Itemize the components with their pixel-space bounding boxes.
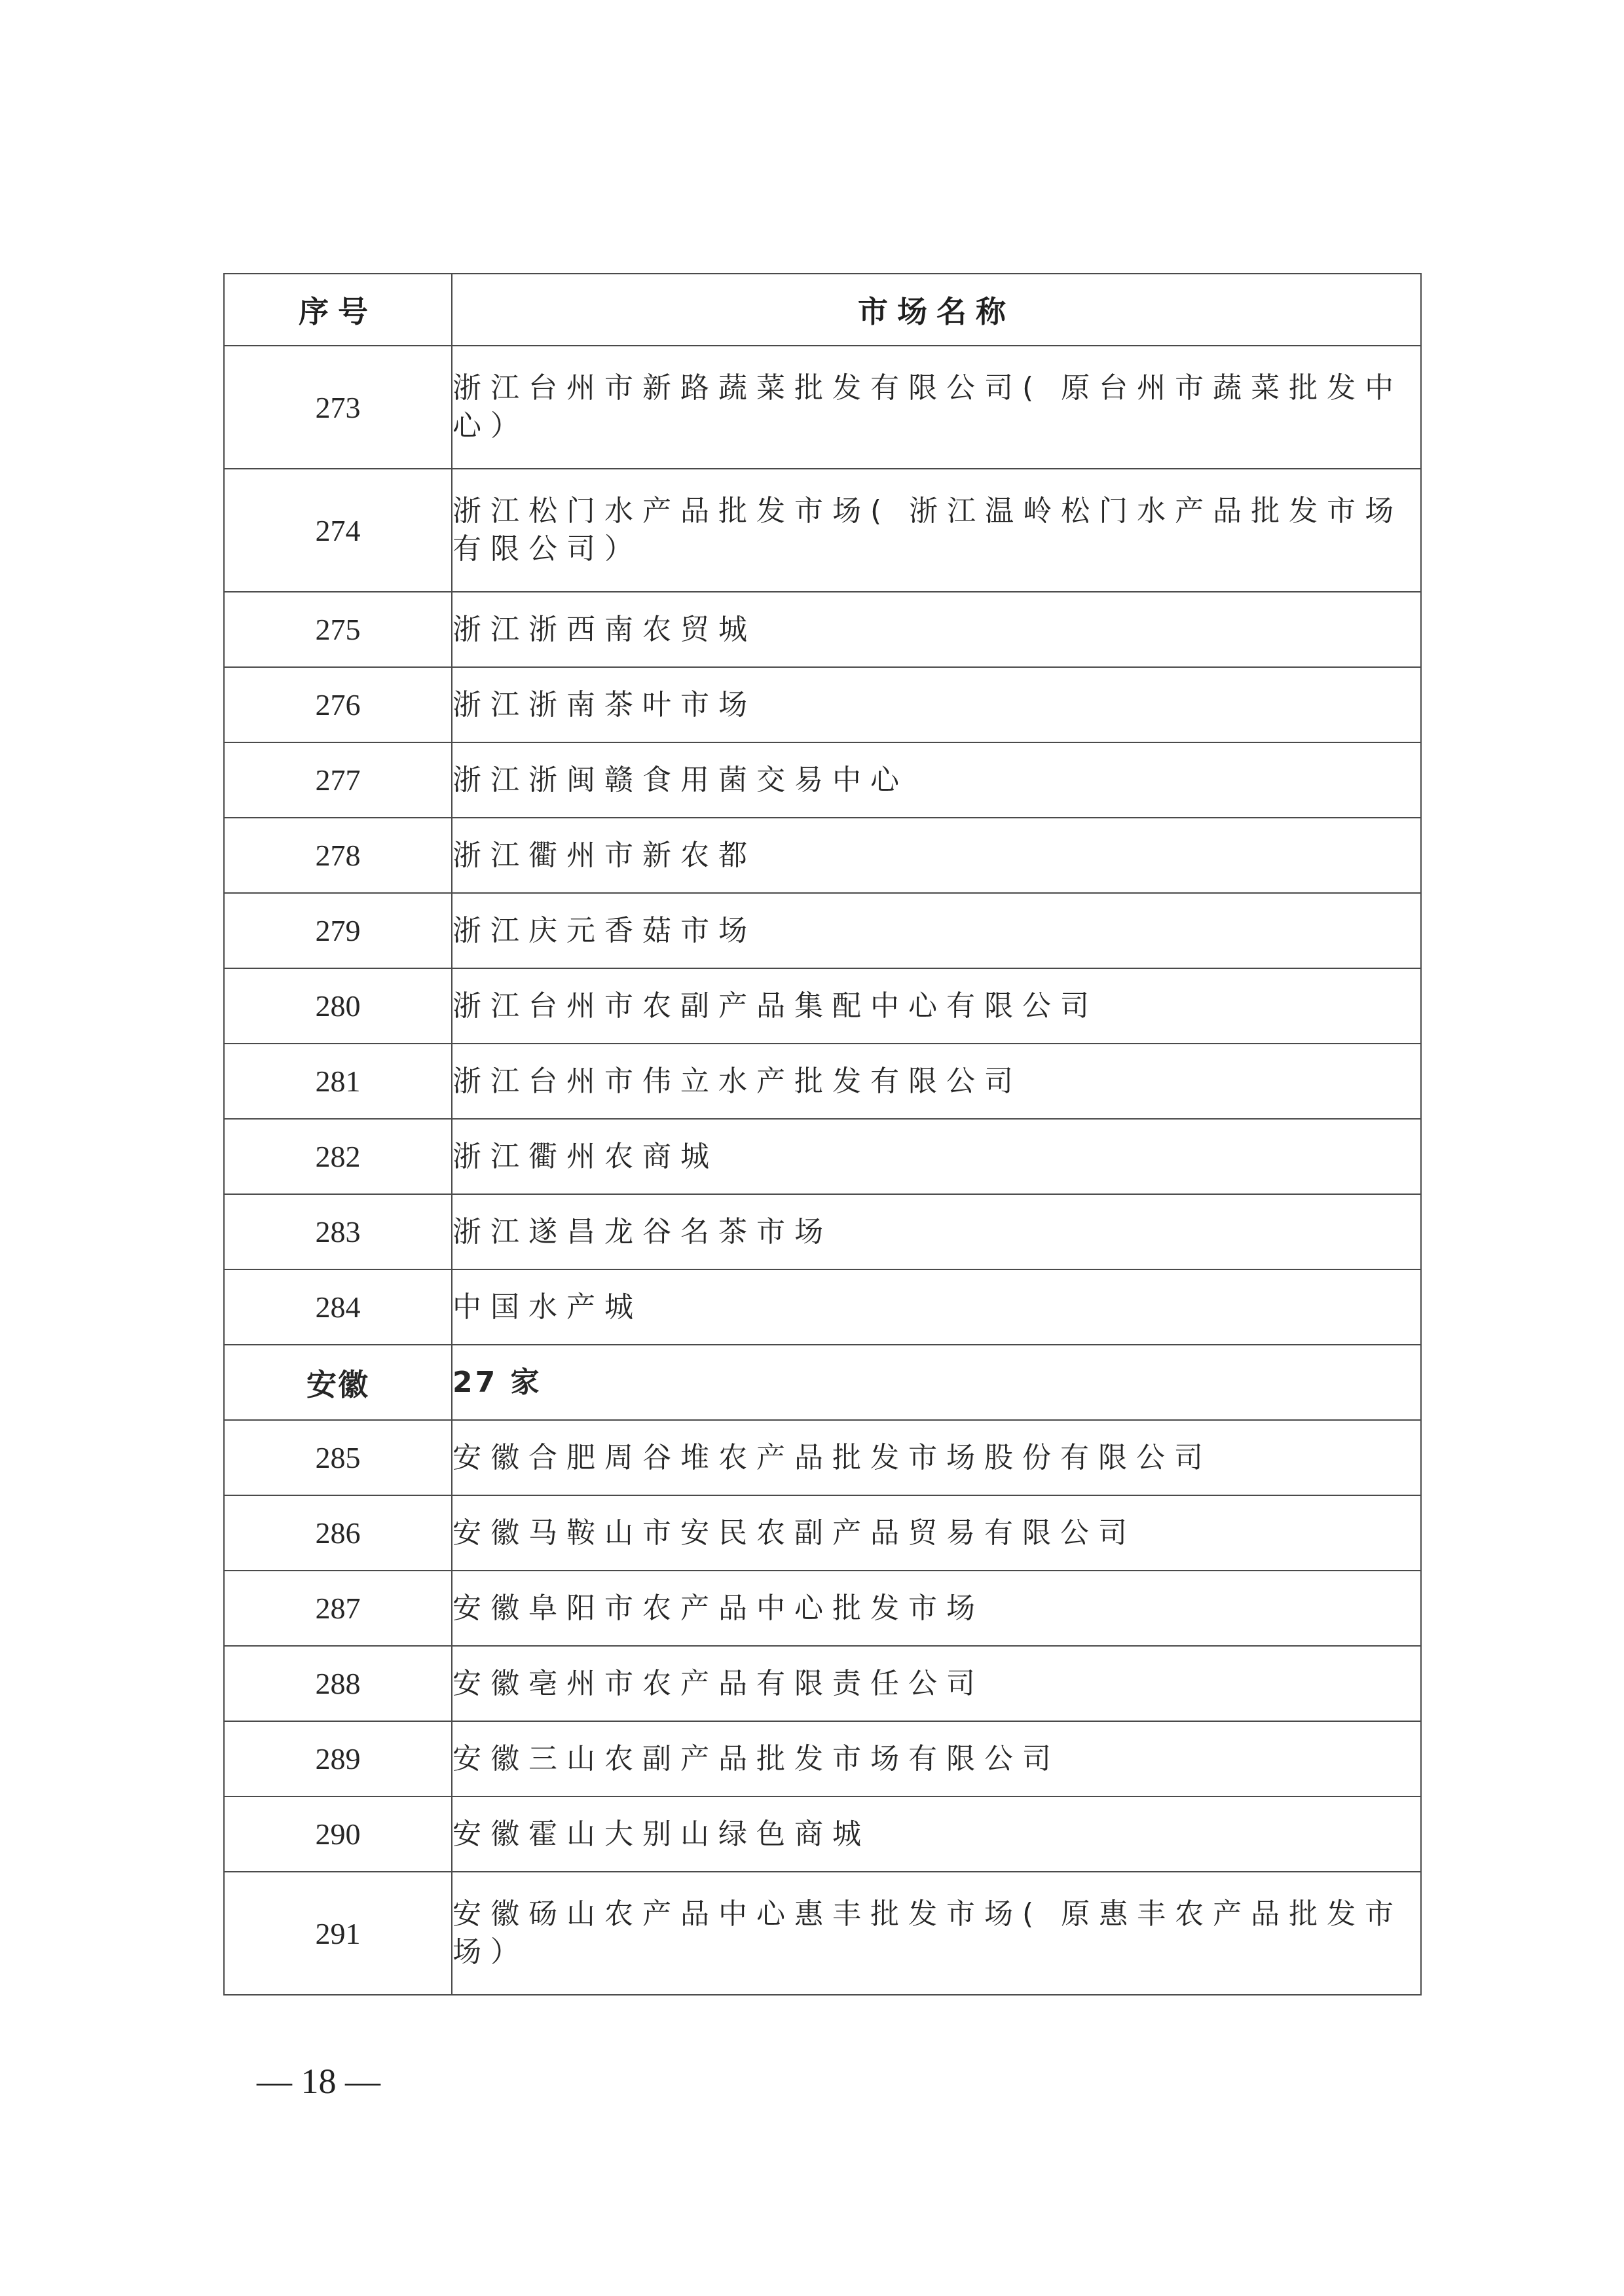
market-name-cell: 浙江台州市伟立水产批发有限公司 <box>452 1044 1421 1119</box>
serial-number-cell: 277 <box>224 742 452 818</box>
serial-number-cell: 286 <box>224 1495 452 1571</box>
serial-number-cell: 285 <box>224 1420 452 1495</box>
market-name-cell: 安徽霍山大别山绿色商城 <box>452 1796 1421 1872</box>
table-body <box>224 346 1421 1995</box>
table-row <box>224 1269 1421 1345</box>
market-name-cell: 浙江台州市农副产品集配中心有限公司 <box>452 968 1421 1044</box>
serial-number-cell: 290 <box>224 1796 452 1872</box>
serial-number-cell: 275 <box>224 592 452 667</box>
serial-number-cell: 289 <box>224 1721 452 1796</box>
market-name-cell: 浙江衢州市新农都 <box>452 818 1421 893</box>
market-name-cell: 中国水产城 <box>452 1269 1421 1345</box>
table-header-row <box>224 274 1421 346</box>
table-row <box>224 1420 1421 1495</box>
table-row <box>224 742 1421 818</box>
serial-number-cell: 279 <box>224 893 452 968</box>
table-row <box>224 1119 1421 1194</box>
serial-number-cell: 274 <box>224 469 452 592</box>
table-row <box>224 1721 1421 1796</box>
table-row <box>224 1495 1421 1571</box>
serial-number-cell: 278 <box>224 818 452 893</box>
serial-number-cell: 282 <box>224 1119 452 1194</box>
table-row <box>224 1872 1421 1995</box>
province-count-cell: 27 家 <box>452 1345 1421 1420</box>
table-row <box>224 893 1421 968</box>
serial-number-cell: 280 <box>224 968 452 1044</box>
table-row <box>224 1044 1421 1119</box>
serial-number-cell: 276 <box>224 667 452 742</box>
province-row <box>224 1345 1421 1420</box>
market-name-cell: 安徽亳州市农产品有限责任公司 <box>452 1646 1421 1721</box>
market-name-cell: 安徽马鞍山市安民农副产品贸易有限公司 <box>452 1495 1421 1571</box>
serial-number-cell: 287 <box>224 1571 452 1646</box>
market-name-cell: 安徽砀山农产品中心惠丰批发市场( 原惠丰农产品批发市场） <box>452 1872 1421 1995</box>
table-row <box>224 1646 1421 1721</box>
header-market-name: 市场名称 <box>452 274 1421 346</box>
market-name-cell: 安徽阜阳市农产品中心批发市场 <box>452 1571 1421 1646</box>
serial-number-cell: 283 <box>224 1194 452 1269</box>
market-name-cell: 安徽合肥周谷堆农产品批发市场股份有限公司 <box>452 1420 1421 1495</box>
table-row <box>224 346 1421 469</box>
table-row <box>224 1194 1421 1269</box>
serial-number-cell: 291 <box>224 1872 452 1995</box>
market-name-cell: 浙江庆元香菇市场 <box>452 893 1421 968</box>
table-row <box>224 1796 1421 1872</box>
market-name-cell: 浙江遂昌龙谷名茶市场 <box>452 1194 1421 1269</box>
page-number: — 18 — <box>257 2062 380 2101</box>
market-name-cell: 浙江台州市新路蔬菜批发有限公司( 原台州市蔬菜批发中心） <box>452 346 1421 469</box>
market-list-table <box>223 273 1422 1995</box>
province-name-cell: 安徽 <box>224 1345 452 1420</box>
market-name-cell: 浙江浙西南农贸城 <box>452 592 1421 667</box>
market-name-cell: 浙江松门水产品批发市场( 浙江温岭松门水产品批发市场有限公司） <box>452 469 1421 592</box>
serial-number-cell: 288 <box>224 1646 452 1721</box>
header-serial-number: 序号 <box>224 274 452 346</box>
table-row <box>224 968 1421 1044</box>
market-name-cell: 浙江衢州农商城 <box>452 1119 1421 1194</box>
serial-number-cell: 273 <box>224 346 452 469</box>
table-row <box>224 1571 1421 1646</box>
market-name-cell: 安徽三山农副产品批发市场有限公司 <box>452 1721 1421 1796</box>
table-row <box>224 469 1421 592</box>
serial-number-cell: 284 <box>224 1269 452 1345</box>
market-name-cell: 浙江浙闽赣食用菌交易中心 <box>452 742 1421 818</box>
table-row <box>224 592 1421 667</box>
serial-number-cell: 281 <box>224 1044 452 1119</box>
market-name-cell: 浙江浙南茶叶市场 <box>452 667 1421 742</box>
table-row <box>224 818 1421 893</box>
table-row <box>224 667 1421 742</box>
